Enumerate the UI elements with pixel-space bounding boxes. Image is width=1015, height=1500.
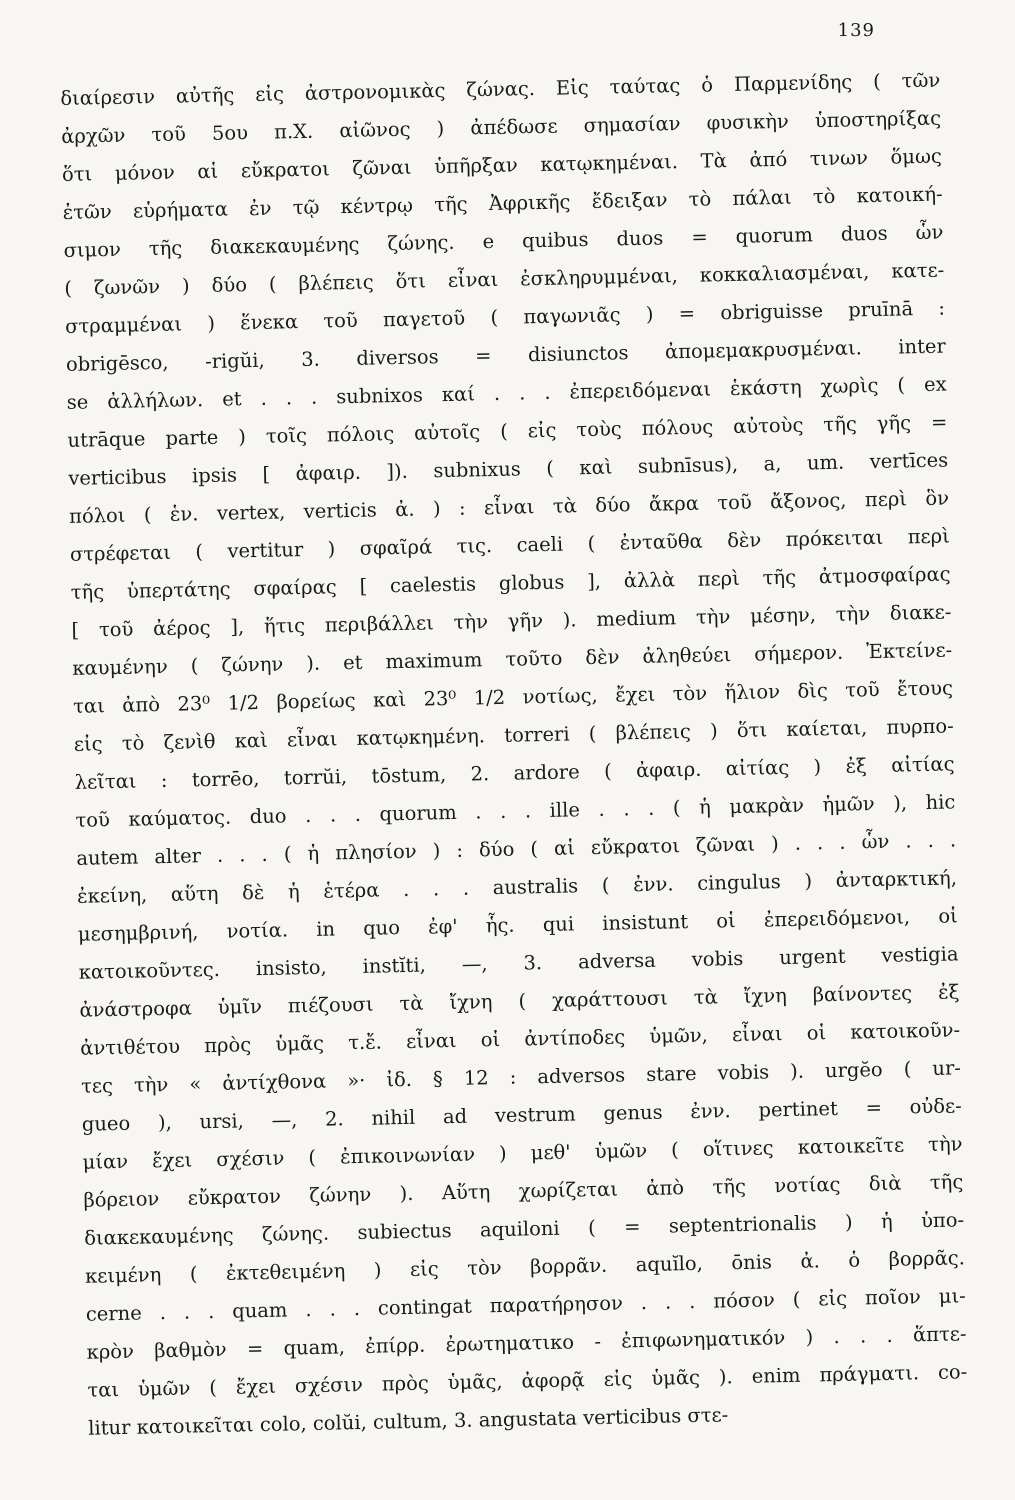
- text-line: κατοικοῦντες. insisto, instĭti, —, 3. adversa vobis urgent vestigia: [78, 942, 959, 984]
- text-line: [ τοῦ ἀέρος ], ἥτις περιβάλλει τὴν γῆν ). medium τὴν μέσην, τὴν διακε-: [71, 600, 952, 642]
- text-line: τοῦ καύματος. duo . . . quorum . . . ille . . . ( ἡ μακρὰν ἡμῶν ), hic: [75, 790, 956, 832]
- text-line: ἐκείνη, αὕτη δὲ ἡ ἑτέρα . . . australis ( ἐνν. cingulus ) ἀνταρκτική,: [76, 866, 958, 908]
- text-line: στραμμέναι ) ἕνεκα τοῦ παγετοῦ ( παγωνιᾶς ) = obriguisse pruīnā :: [64, 296, 946, 338]
- text-line: τῆς ὑπερτάτης σφαίρας [ caelestis globus ], ἀλλὰ περὶ τῆς ἀτμοσφαίρας: [70, 562, 951, 604]
- text-line: κρὸν βαθμὸν = quam, ἐπίρρ. ἐρωτηματικο - ἐπιφωνηματικόν ) . . . ἅπτε-: [86, 1322, 967, 1364]
- text-line: se ἀλλήλων. et . . . subnixos καί . . . ἐπερειδόμεναι ἑκάστη χωρὶς ( ex: [66, 372, 947, 414]
- page-number: 139: [837, 20, 875, 41]
- text-line: ται ἀπὸ 23⁰ 1/2 βορείως καὶ 23⁰ 1/2 νοτίως, ἔχει τὸν ἥλιον δὶς τοῦ ἔτους: [72, 676, 954, 718]
- text-line: εἰς τὸ ζενὶθ καὶ εἶναι κατῳκημένη. torreri ( βλέπεις ) ὅτι καίεται, πυρπο-: [73, 714, 954, 756]
- text-line: πόλοι ( ἑν. vertex, verticis ἀ. ) : εἶναι τὰ δύο ἄκρα τοῦ ἄξονος, περὶ ὃν: [68, 486, 950, 528]
- text-line: ἀρχῶν τοῦ 5ου π.Χ. αἰῶνος ) ἀπέδωσε σημασίαν φυσικὴν ὑποστηρίξας: [60, 106, 942, 148]
- text-line: βόρειον εὔκρατον ζώνην ). Αὕτη χωρίζεται ἀπὸ τῆς νοτίας διὰ τῆς: [83, 1170, 964, 1212]
- text-line: ται ὑμῶν ( ἔχει σχέσιν πρὸς ὑμᾶς, ἀφορᾷ εἰς ὑμᾶς ). enim πράγματι. co-: [87, 1360, 968, 1402]
- text-line: τες τὴν « ἀντίχθονα »· ἰδ. § 12 : adversos stare vobis ). urgĕo ( ur-: [80, 1056, 962, 1098]
- text-line: στρέφεται ( vertitur ) σφαῖρά τις. caeli ( ἐνταῦθα δὲν πρόκειται περὶ: [69, 524, 950, 566]
- body-text: [60, 62, 968, 1448]
- text-line: ὅτι μόνον αἱ εὔκρατοι ζῶναι ὑπῆρξαν κατῳκημέναι. Τὰ ἀπό τινων ὅμως: [61, 144, 943, 186]
- text-line: verticibus ipsis [ ἀφαιρ. ]). subnixus ( καὶ subnīsus), a, um. vertīces: [68, 448, 949, 490]
- text-line: ἀντιθέτου πρὸς ὑμᾶς τ.ἔ. εἶναι οἱ ἀντίποδες ὑμῶν, εἶναι οἱ κατοικοῦν-: [80, 1018, 961, 1060]
- text-line: litur κατοικεῖται colo, colŭi, cultum, 3. angustata verticibus στε-: [88, 1403, 729, 1440]
- text-line: μίαν ἔχει σχέσιν ( ἐπικοινωνίαν ) μεθ' ὑμῶν ( οἵτινες κατοικεῖτε τὴν: [82, 1132, 963, 1174]
- text-line: utrāque parte ) τοῖς πόλοις αὐτοῖς ( εἰς τοὺς πόλους αὐτοὺς τῆς γῆς =: [67, 410, 948, 452]
- text-line: gueo ), ursi, —, 2. nihil ad vestrum genus ἐνν. pertinet = οὐδε-: [81, 1094, 962, 1136]
- text-line: cerne . . . quam . . . contingat παρατήρησον . . . πόσον ( εἰς ποῖον μι-: [85, 1284, 966, 1326]
- text-line: καυμένην ( ζώνην ). et maximum τοῦτο δὲν ἀληθεύει σήμερον. Ἐκτείνε-: [72, 638, 953, 680]
- text-line: obrigēsco, -rigŭi, 3. diversos = disiunctos ἀπομεμακρυσμέναι. inter: [65, 334, 947, 376]
- text-line: διαίρεσιν αὐτῆς εἰς ἀστρονομικὰς ζώνας. Εἰς ταύτας ὁ Παρμενίδης ( τῶν: [60, 68, 941, 110]
- text-line: διακεκαυμένης ζώνης. subiectus aquiloni ( = septentrionalis ) ἡ ὑπο-: [84, 1208, 965, 1250]
- text-line: κειμένη ( ἐκτεθειμένη ) εἰς τὸν βορρᾶν. aquĭlo, ōnis ἀ. ὁ βορρᾶς.: [84, 1246, 966, 1288]
- text-line: μεσημβρινή, νοτία. in quo ἐφ' ἧς. qui insistunt οἱ ἐπερειδόμενοι, οἱ: [77, 904, 958, 946]
- text-line: ἐτῶν εὑρήματα ἐν τῷ κέντρῳ τῆς Ἀφρικῆς ἔδειξαν τὸ πάλαι τὸ κατοική-: [62, 182, 943, 224]
- text-line: λεῖται : torrēo, torrŭi, tōstum, 2. ardore ( ἀφαιρ. αἰτίας ) ἐξ αἰτίας: [74, 752, 955, 794]
- text-line: ἀνάστροφα ὑμῖν πιέζουσι τὰ ἴχνη ( χαράττουσι τὰ ἴχνη βαίνοντες ἐξ: [79, 980, 960, 1022]
- text-line: autem alter . . . ( ἡ πλησίον ) : δύο ( αἱ εὔκρατοι ζῶναι ) . . . ὧν . . .: [76, 828, 957, 870]
- text-line: σιμον τῆς διακεκαυμένης ζώνης. e quibus duos = quorum duos ὧν: [63, 220, 944, 262]
- text-line: ( ζωνῶν ) δύο ( βλέπεις ὅτι εἶναι ἐσκληρυμμέναι, κοκκαλιασμέναι, κατε-: [64, 258, 945, 300]
